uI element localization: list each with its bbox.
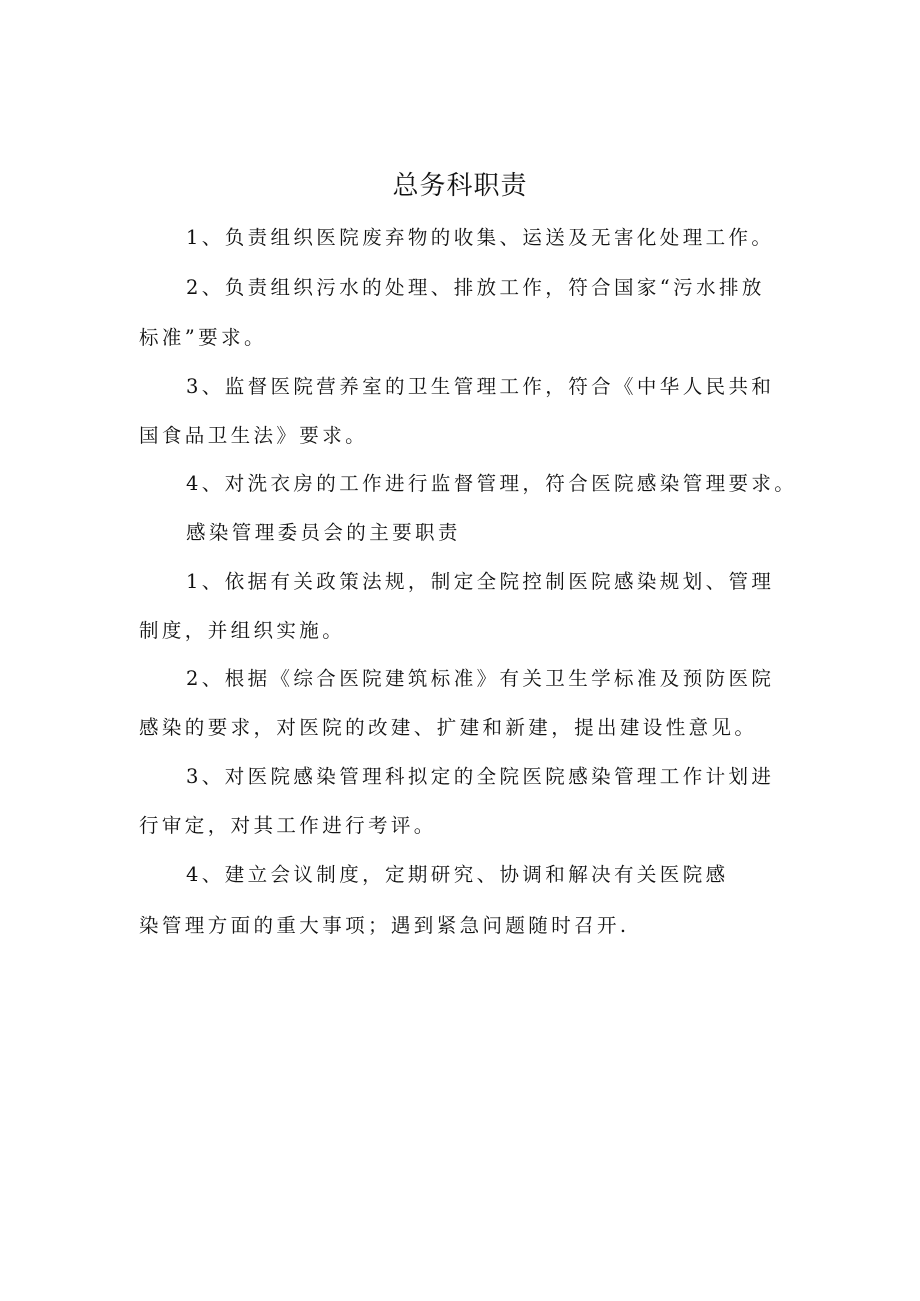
- item-1-line-2: 制度，并组织实施。: [139, 619, 346, 642]
- item-2-line-2: 感染的要求，对医院的改建、扩建和新建，提出建设性意见。: [139, 716, 758, 739]
- item-3-line-1: 3、监督医院营养室的卫生管理工作，符合《中华人民共和: [186, 375, 775, 398]
- item-3-line-1: 3、对医院感染管理科拟定的全院医院感染管理工作计划进: [186, 765, 775, 788]
- item-1-line-1: 1、依据有关政策法规，制定全院控制医院感染规划、管理: [186, 570, 775, 593]
- item-1-line-1: 1、负责组织医院废弃物的收集、运送及无害化处理工作。: [186, 226, 775, 249]
- item-4-line-1: 4、建立会议制度，定期研究、协调和解决有关医院感: [186, 863, 729, 886]
- section-heading: 感染管理委员会的主要职责: [186, 521, 461, 544]
- page-title: 总务科职责: [392, 171, 528, 201]
- item-2-line-2: 标准”要求。: [139, 326, 267, 349]
- item-2-line-1: 2、根据《综合医院建筑标准》有关卫生学标准及预防医院: [186, 667, 775, 690]
- item-4-line-2: 染管理方面的重大事项；遇到紧急问题随时召开.: [139, 914, 630, 937]
- item-4-line-1: 4、对洗衣房的工作进行监督管理，符合医院感染管理要求。: [186, 472, 798, 495]
- item-3-line-2: 国食品卫生法》要求。: [139, 424, 369, 447]
- item-3-line-2: 行审定，对其工作进行考评。: [139, 814, 437, 837]
- item-2-line-1: 2、负责组织污水的处理、排放工作，符合国家“污水排放: [186, 276, 765, 299]
